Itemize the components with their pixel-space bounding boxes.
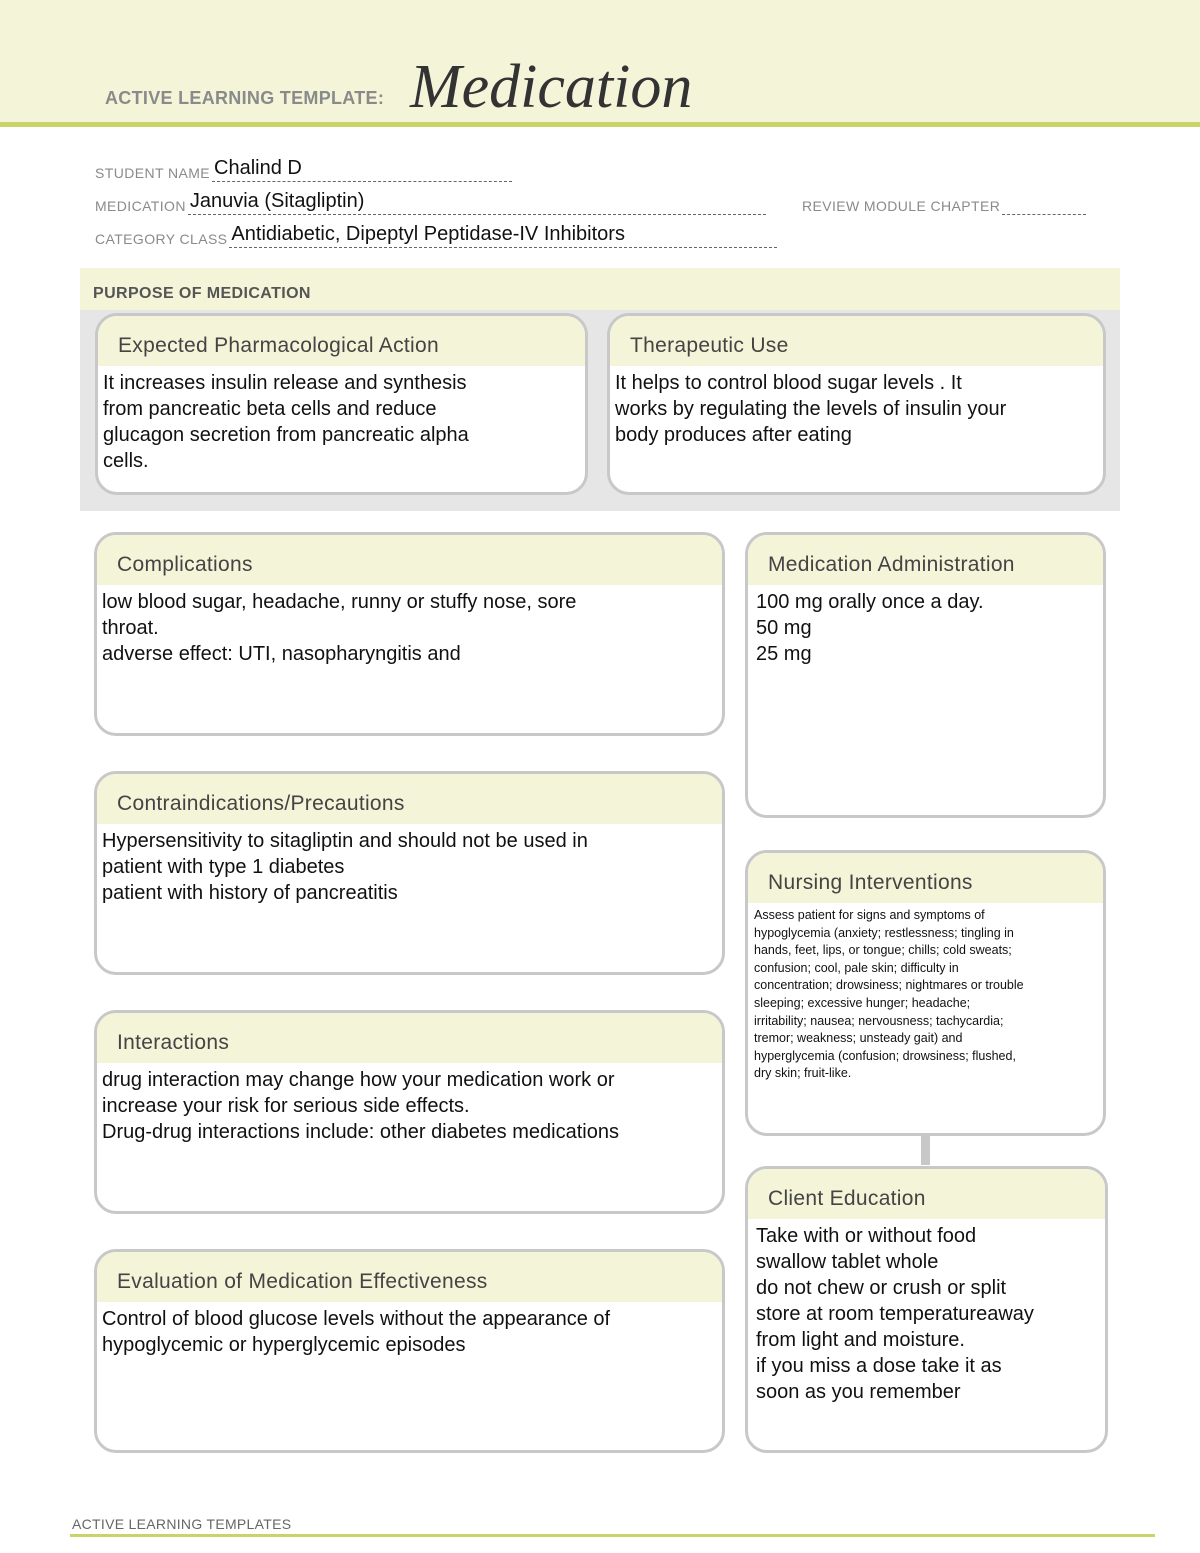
client-education-line: if you miss a dose take it as xyxy=(756,1355,1002,1377)
footer-rule xyxy=(70,1534,1155,1537)
evaluation-title: Evaluation of Medication Effectiveness xyxy=(97,1252,722,1302)
client-education-line: store at room temperatureaway xyxy=(756,1303,1034,1325)
student-name-field xyxy=(95,156,512,182)
complications-line: low blood sugar, headache, runny or stuffy nose, sore xyxy=(102,591,577,613)
administration-box xyxy=(745,532,1106,818)
review-module-input[interactable] xyxy=(1002,189,1086,215)
complications-box xyxy=(94,532,725,736)
footer-label: ACTIVE LEARNING TEMPLATES xyxy=(72,1516,292,1532)
connector-line xyxy=(921,1135,930,1165)
nursing-line: Assess patient for signs and symptoms of xyxy=(754,908,985,922)
contraindications-line: Hypersensitivity to sitagliptin and should not be used in xyxy=(102,830,588,852)
contraindications-line: patient with history of pancreatitis xyxy=(102,882,398,904)
client-education-line: from light and moisture. xyxy=(756,1329,965,1351)
nursing-line: hyperglycemia (confusion; drowsiness; flushed, xyxy=(754,1048,1016,1063)
medication-label: MEDICATION xyxy=(95,198,186,214)
nursing-body[interactable] xyxy=(748,903,1103,1083)
administration-line: 100 mg orally once a day. xyxy=(756,591,984,613)
client-education-title: Client Education xyxy=(748,1169,1105,1219)
therapeutic-use-line: works by regulating the levels of insulin your xyxy=(615,398,1007,420)
category-class-label: CATEGORY CLASS xyxy=(95,231,228,247)
page-title: Medication xyxy=(410,53,693,121)
medication-value: Januvia (Sitagliptin) xyxy=(189,190,365,212)
interactions-line: Drug-drug interactions include: other diabetes medications xyxy=(102,1121,619,1143)
expected-action-line: cells. xyxy=(103,450,149,472)
student-name-value: Chalind D xyxy=(214,157,302,179)
client-education-line: soon as you remember xyxy=(756,1381,961,1403)
review-module-field xyxy=(802,189,1086,215)
therapeutic-use-line: body produces after eating xyxy=(615,424,852,446)
interactions-line: drug interaction may change how your medication work or xyxy=(102,1069,615,1091)
client-education-line: Take with or without food xyxy=(756,1225,977,1247)
interactions-body[interactable] xyxy=(97,1063,722,1145)
category-class-input[interactable] xyxy=(229,222,777,248)
category-class-value: Antidiabetic, Dipeptyl Peptidase-IV Inhibitors xyxy=(231,223,625,245)
nursing-line: hypoglycemia (anxiety; restlessness; tingling in xyxy=(754,925,1014,940)
therapeutic-use-title: Therapeutic Use xyxy=(610,316,1103,366)
client-education-box xyxy=(745,1166,1108,1453)
nursing-line: confusion; cool, pale skin; difficulty in xyxy=(754,960,959,975)
interactions-title: Interactions xyxy=(97,1013,722,1063)
therapeutic-use-body[interactable] xyxy=(610,366,1103,448)
evaluation-line: Control of blood glucose levels without the appearance of xyxy=(102,1308,611,1330)
nursing-line: concentration; drowsiness; nightmares or trouble xyxy=(754,978,1024,993)
administration-body[interactable] xyxy=(748,585,1103,667)
client-education-body[interactable] xyxy=(748,1219,1105,1405)
administration-line: 25 mg xyxy=(756,643,812,665)
purpose-heading: PURPOSE OF MEDICATION xyxy=(93,285,311,302)
therapeutic-use-box xyxy=(607,313,1106,495)
interactions-line: increase your risk for serious side effects. xyxy=(102,1095,470,1117)
nursing-line: irritability; nausea; nervousness; tachycardia; xyxy=(754,1013,1004,1028)
template-label: ACTIVE LEARNING TEMPLATE: xyxy=(105,88,385,108)
expected-action-line: from pancreatic beta cells and reduce xyxy=(103,398,437,420)
evaluation-body[interactable] xyxy=(97,1302,722,1358)
expected-action-line: glucagon secretion from pancreatic alpha xyxy=(103,424,469,446)
expected-action-line: It increases insulin release and synthesis xyxy=(103,372,467,394)
complications-line: throat. xyxy=(102,617,159,639)
complications-body[interactable] xyxy=(97,585,722,667)
administration-title: Medication Administration xyxy=(748,535,1103,585)
nursing-title: Nursing Interventions xyxy=(748,853,1103,903)
administration-line: 50 mg xyxy=(756,617,812,639)
student-name-input[interactable] xyxy=(212,156,512,182)
nursing-line: dry skin; fruit-like. xyxy=(754,1066,852,1081)
nursing-line: tremor; weakness; unsteady gait) and xyxy=(754,1031,963,1046)
expected-action-box xyxy=(95,313,588,495)
medication-input[interactable] xyxy=(188,189,766,215)
contraindications-title: Contraindications/Precautions xyxy=(97,774,722,824)
nursing-line: sleeping; excessive hunger; headache; xyxy=(754,995,971,1010)
expected-action-title: Expected Pharmacological Action xyxy=(98,316,585,366)
complications-line: adverse effect: UTI, nasopharyngitis and xyxy=(102,643,461,665)
review-module-label: REVIEW MODULE CHAPTER xyxy=(802,198,1001,214)
contraindications-box xyxy=(94,771,725,975)
therapeutic-use-line: It helps to control blood sugar levels . It xyxy=(615,372,962,394)
complications-title: Complications xyxy=(97,535,722,585)
client-education-line: do not chew or crush or split xyxy=(756,1277,1007,1299)
medication-field xyxy=(95,189,766,215)
contraindications-body[interactable] xyxy=(97,824,722,906)
student-name-label: STUDENT NAME xyxy=(95,165,210,181)
client-education-line: swallow tablet whole xyxy=(756,1251,939,1273)
evaluation-box xyxy=(94,1249,725,1453)
contraindications-line: patient with type 1 diabetes xyxy=(102,856,345,878)
nursing-line: hands, feet, lips, or tongue; chills; cold sweats; xyxy=(754,943,1012,958)
category-class-field xyxy=(95,222,777,248)
nursing-box xyxy=(745,850,1106,1136)
expected-action-body[interactable] xyxy=(98,366,585,474)
interactions-box xyxy=(94,1010,725,1214)
evaluation-line: hypoglycemic or hyperglycemic episodes xyxy=(102,1334,466,1356)
